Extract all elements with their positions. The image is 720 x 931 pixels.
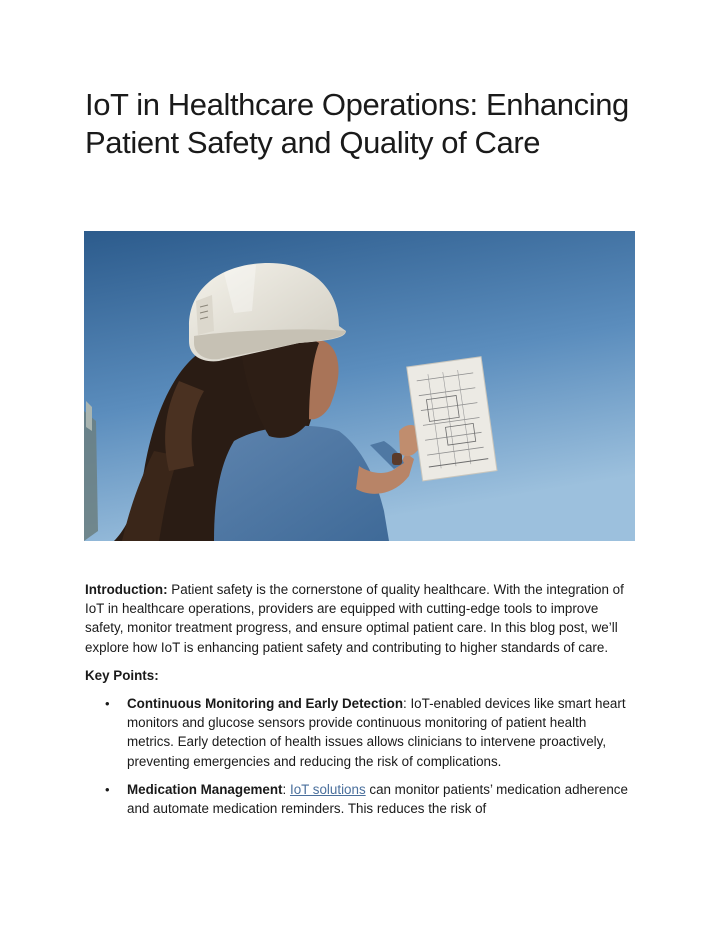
point-text: IoT-enabled devices like smart heart monitors and glucose sensors provide continuous monitoring of patient health metrics. Early detection of health issues allows clinicians to intervene proactively, preventing emergencies and reducing the risk of complications. bbox=[127, 696, 626, 769]
bullet-icon: • bbox=[105, 696, 110, 712]
key-points-heading: Key Points: bbox=[85, 667, 159, 683]
hero-image bbox=[84, 231, 635, 541]
point-title: Continuous Monitoring and Early Detection bbox=[127, 696, 403, 712]
iot-solutions-link[interactable]: IoT solutions bbox=[289, 781, 366, 797]
point-text: can monitor patients’ medication adherence and automate medication reminders. This reduces the risk of bbox=[127, 781, 628, 817]
key-points-list bbox=[85, 694, 635, 818]
intro-label: Introduction: bbox=[85, 582, 168, 597]
article-body bbox=[85, 580, 635, 827]
list-item bbox=[85, 694, 635, 771]
bullet-icon: • bbox=[105, 781, 110, 797]
page-title: IoT in Healthcare Operations: Enhancing Patient Safety and Quality of Care bbox=[85, 87, 629, 160]
point-separator: : bbox=[282, 781, 290, 797]
point-title: Medication Management bbox=[127, 781, 283, 797]
intro-text: Patient safety is the cornerstone of quality healthcare. With the integration of IoT in healthcare operations, providers are equipped with cutting-edge tools to improve safety, monitor treatment progress, and ensure optimal patient care. In this blog post, we’ll explore how IoT is enhancing patient safety and contributing to higher standards of care. bbox=[85, 582, 624, 655]
intro-paragraph bbox=[85, 580, 635, 657]
point-separator: : bbox=[403, 696, 407, 712]
list-item bbox=[85, 780, 635, 818]
